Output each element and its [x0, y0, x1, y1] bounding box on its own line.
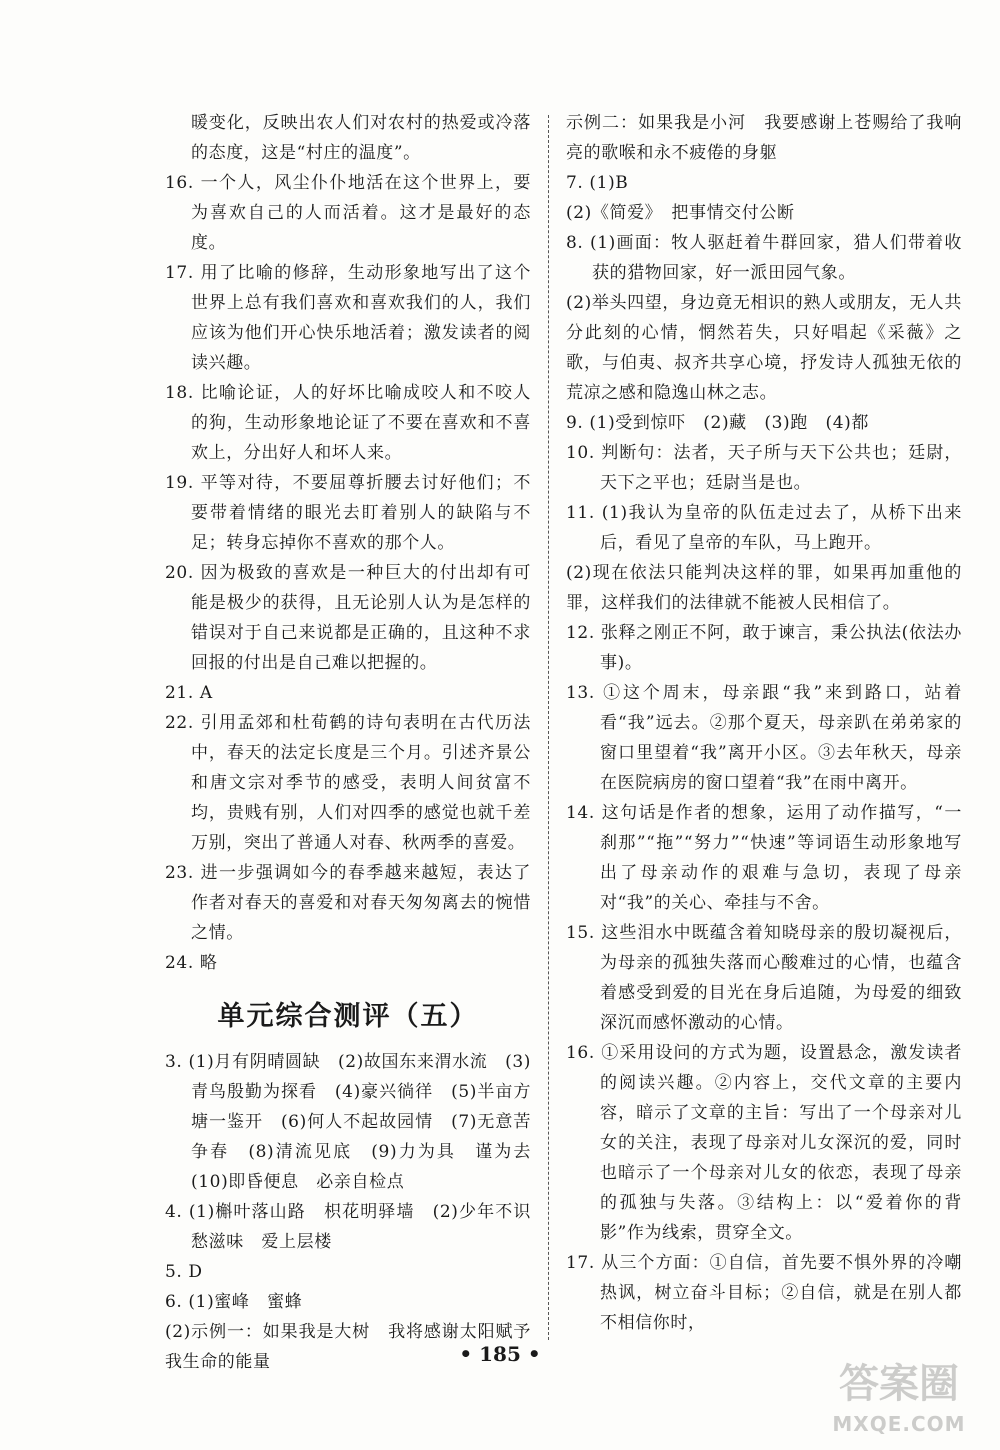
answer-paragraph: 7. (1)B: [566, 173, 629, 193]
watermark-logo-mark: 答案圈: [839, 1361, 959, 1407]
answer-paragraph: 8. (1)画面：牧人驱赶着牛群回家，猎人们带着收获的猎物回家，好一派田园气象。: [566, 233, 962, 283]
left-answers: [165, 108, 531, 978]
watermark-text: MXQE.COM: [832, 1412, 966, 1436]
answer-paragraph: 18. 比喻论证，人的好坏比喻成咬人和不咬人的狗，生动形象地论证了不要在喜欢和不喜欢上，分出好人和坏人来。: [165, 383, 531, 463]
answer-paragraph: 11. (1)我认为皇帝的队伍走过去了，从桥下出来后，看见了皇帝的车队，马上跑开。: [566, 503, 962, 553]
answer-paragraph: 22. 引用孟郊和杜荀鹤的诗句表明在古代历法中，春天的法定长度是三个月。引述齐景公和唐文宗对季节的感受，表明人间贫富不均，贵贱有别，人们对四季的感觉也就千差万别，突出了普通人对春、秋两季的喜爱。: [165, 713, 531, 853]
watermark-logo: [814, 1352, 984, 1436]
answer-paragraph: 19. 平等对待，不要屈尊折腰去讨好他们；不要带着情绪的眼光去盯着别人的缺陷与不足；转身忘掉你不喜欢的那个人。: [165, 473, 531, 553]
answer-paragraph: (2)现在依法只能判决这样的罪，如果再加重他的罪，这样我们的法律就不能被人民相信了。: [566, 563, 962, 613]
answer-paragraph: 24. 略: [165, 953, 218, 973]
answer-paragraph: 示例二：如果我是小河 我要感谢上苍赐给了我响亮的歌喉和永不疲倦的身躯: [566, 113, 962, 163]
answer-paragraph: 16. 一个人，风尘仆仆地活在这个世界上，要为喜欢自己的人而活着。这才是最好的态度。: [165, 173, 531, 253]
answer-paragraph: 6. (1)蜜峰 蜜蜂: [165, 1292, 303, 1312]
right-column: [566, 108, 962, 1338]
answer-paragraph: 21. A: [165, 683, 213, 703]
answer-paragraph: 5. D: [165, 1262, 203, 1282]
answer-paragraph: 23. 进一步强调如今的春季越来越短，表达了作者对春天的喜爱和对春天匆匆离去的惋惜之情。: [165, 863, 531, 943]
left-answers-continued: [165, 1047, 549, 1377]
answer-paragraph: 16. ①采用设问的方式为题，设置悬念，激发读者的阅读兴趣。②内容上，交代文章的主要内容，暗示了文章的主旨：写出了一个母亲对儿女的关注，表现了母亲对儿女深沉的爱，同时也暗示了一个母亲对儿女的依恋，表现了母亲的孤独与失落。③结构上：以“爱着你的背影”作为线索，贯穿全文。: [566, 1043, 962, 1243]
answer-paragraph: 17. 从三个方面：①自信，首先要不惧外界的冷嘲热讽，树立奋斗目标；②自信，就是在别人都不相信你时，: [566, 1253, 962, 1333]
left-column: [165, 108, 549, 1377]
answer-paragraph: (2)示例一：如果我是大树 我将感谢太阳赋予我生命的能量: [165, 1322, 531, 1372]
answer-paragraph: 17. 用了比喻的修辞，生动形象地写出了这个世界上总有我们喜欢和喜欢我们的人，我们应该为他们开心快乐地活着；激发读者的阅读兴趣。: [165, 263, 531, 373]
answer-paragraph: 12. 张释之刚正不阿，敢于谏言，秉公执法(依法办事)。: [566, 623, 962, 673]
column-divider: [548, 115, 549, 1340]
answer-paragraph: 3. (1)月有阴晴圆缺 (2)故国东来渭水流 (3)青鸟殷勤为探看 (4)豪兴徜徉 (5)半亩方塘一鉴开 (6)何人不起故园情 (7)无意苦争春 (8)清流见底 (9)力为具 谨为去 (10)即昏便息 必亲自检点: [165, 1052, 549, 1192]
answer-paragraph: 暖变化，反映出农人们对农村的热爱或冷落的态度，这是“村庄的温度”。: [191, 113, 531, 163]
answer-paragraph: 20. 因为极致的喜欢是一种巨大的付出却有可能是极少的获得，且无论别人认为是怎样的错误对于自己来说都是正确的，且这种不求回报的付出是自己难以把握的。: [165, 563, 531, 673]
answer-paragraph: (2)举头四望，身边竟无相识的熟人或朋友，无人共分此刻的心情，惘然若失，只好唱起《采薇》之歌，与伯夷、叔齐共享心境，抒发诗人孤独无依的荒凉之感和隐逸山林之志。: [566, 293, 962, 403]
answer-paragraph: 15. 这些泪水中既蕴含着知晓母亲的殷切凝视后，为母亲的孤独失落而心酸难过的心情，也蕴含着感受到爱的目光在身后追随，为母爱的细致深沉而感怀激动的心情。: [566, 923, 962, 1033]
answer-paragraph: 14. 这句话是作者的想象，运用了动作描写，“一刹那”“拖”“努力”“快速”等词语生动形象地写出了母亲动作的艰难与急切，表现了母亲对“我”的关心、牵挂与不舍。: [566, 803, 962, 913]
page-number: • 185 •: [459, 1342, 541, 1366]
section-title: 单元综合测评（五）: [217, 1001, 479, 1032]
right-answers: [566, 108, 962, 1338]
answer-paragraph: 9. (1)受到惊吓 (2)藏 (3)跑 (4)都: [566, 413, 869, 433]
answer-paragraph: 13. ①这个周末，母亲跟“我”来到路口，站着看“我”远去。②那个夏天，母亲趴在弟弟家的窗口里望着“我”离开小区。③去年秋天，母亲在医院病房的窗口望着“我”在雨中离开。: [566, 683, 962, 793]
answer-paragraph: 4. (1)槲叶落山路 枳花明驿墙 (2)少年不识愁滋味 爱上层楼: [165, 1202, 531, 1252]
answer-paragraph: 10. 判断句：法者，天子所与天下公共也；廷尉，天下之平也；廷尉当是也。: [566, 443, 962, 493]
answer-paragraph: (2)《简爱》 把事情交付公断: [566, 203, 795, 223]
